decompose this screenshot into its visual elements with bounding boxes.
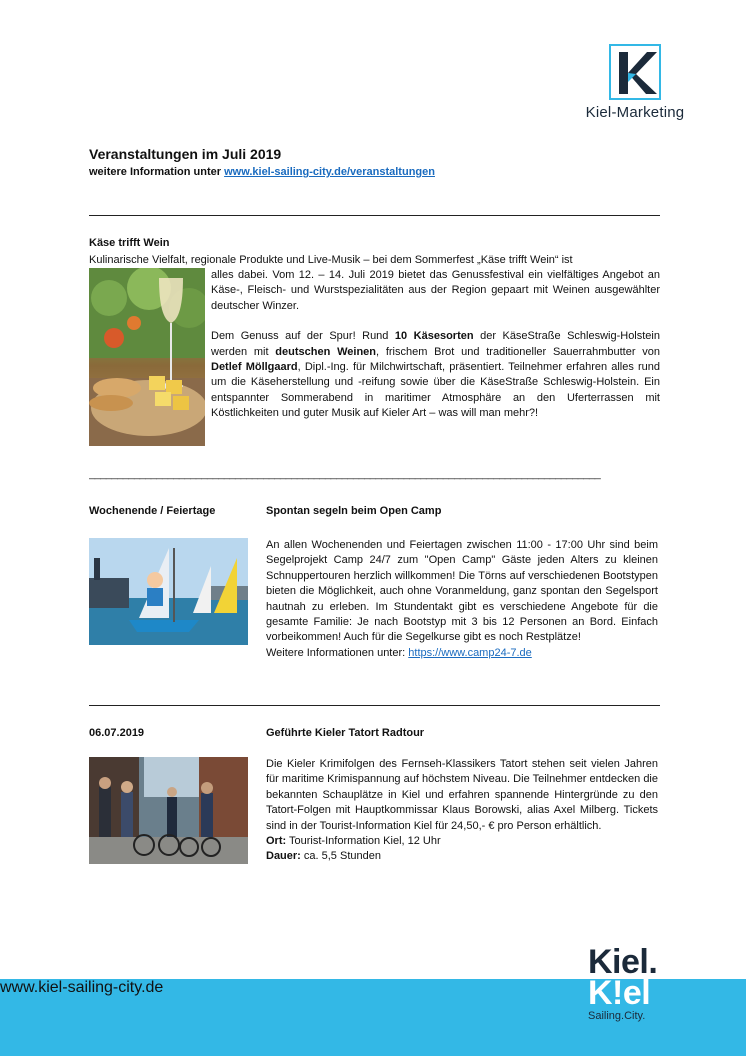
section2-paragraph: An allen Wochenenden und Feiertagen zwischen 11:00 - 17:00 Uhr sind beim Segelprojekt Camp 24/7 zum "Open Camp" Gäste jeden Alters zu kleinen Schnuppertouren herzlich willkommen! Die Törns auf verschiedenen Bootstypen bieten die Möglichkeit, auch ohne Voranmeldung, ganz spontan den Segelsport hautnah zu erleben. Im Stundentakt gibt es verschiedene Angebote für die gesamte Familie: Je nach Bootstyp mit 3 bis 12 Personen an Bord. Einfach vorbeikommen! Auch für die Segelkurse gibt es noch Restplätze! (266, 539, 658, 644)
p2-bold-cheese: 10 Käsesorten (394, 330, 474, 343)
dauer-label: Dauer: (266, 850, 301, 863)
footer-url[interactable]: www.kiel-sailing-city.de (0, 979, 164, 996)
section2-body (266, 538, 658, 661)
sailing-illustration (89, 538, 248, 645)
dauer-value: ca. 5,5 Stunden (300, 850, 381, 863)
divider-top (89, 215, 660, 216)
section1-intro: Kulinarische Vielfalt, regionale Produkte und Live-Musik – bei dem Sommerfest „Käse trifft Wein“ ist (89, 254, 573, 266)
section1-body (211, 268, 660, 422)
section2-title: Spontan segeln beim Open Camp (266, 505, 442, 517)
section2-more (266, 646, 658, 661)
p2-bold-name: Detlef Möllgaard (211, 361, 298, 374)
cheese-wine-illustration (89, 268, 205, 446)
p2-text-c: der KäseStraße Schleswig-Holstein werden mit (211, 330, 660, 358)
section3-ort (266, 834, 658, 849)
camp-link[interactable]: https://www.camp24-7.de (408, 646, 532, 659)
page-title: Veranstaltungen im Juli 2019 (89, 146, 282, 162)
kiel-logo-line2: K!el (588, 974, 651, 1012)
section2-more-prefix: Weitere Informationen unter: (266, 646, 409, 659)
section3-title: Geführte Kieler Tatort Radtour (266, 727, 425, 739)
kiel-marketing-k-icon (609, 44, 661, 100)
section1-title: Käse trifft Wein (89, 237, 170, 249)
kiel-logo-tagline: Sailing.City. (588, 1010, 646, 1022)
brand-name: Kiel-Marketing (585, 104, 685, 121)
bike-tour-illustration (89, 757, 248, 864)
ort-value: Tourist-Information Kiel, 12 Uhr (286, 835, 441, 848)
sailing-photo (89, 538, 248, 645)
section1-paragraph2 (211, 329, 660, 421)
page-subtitle (89, 166, 435, 178)
p2-text-g: , Dipl.-Ing. für Milchwirtschaft, präsentiert. Teilnehmer erfahren alles rund um die Käseherstellung und -reifung sowie über die KäseStraße Schleswig-Holstein. Ein entspannter Sommerabend in maritimer Atmosphäre an den Uferterrassen mit Köstlichkeiten und guter Musik auf Kieler Art – was will man mehr?! (211, 361, 660, 420)
p2-text-a: Dem Genuss auf der Spur! Rund (211, 330, 395, 343)
section2-date: Wochenende / Feiertage (89, 505, 216, 517)
kiel-marketing-logo (585, 44, 685, 121)
section3-date: 06.07.2019 (89, 727, 145, 739)
events-link[interactable]: www.kiel-sailing-city.de/veranstaltungen (224, 166, 435, 178)
kiel-logo-line1: Kiel. (588, 943, 658, 981)
bike-tour-photo (89, 757, 248, 864)
section3-body (266, 757, 658, 865)
divider-underscores: ___________________________________________________________________________________________ (89, 468, 601, 480)
divider-middle (89, 705, 660, 706)
ort-label: Ort: (266, 835, 287, 848)
section1-paragraph1: alles dabei. Vom 12. – 14. Juli 2019 bietet das Genussfestival ein vielfältiges Angebot an Käse-, Fleisch- und Wurstspezialitäten aus der Region gepaart mit Weinen ausgewählter deutscher Winzer. (211, 269, 660, 312)
subtitle-prefix: weitere Information unter (89, 166, 225, 178)
cheese-wine-photo (89, 268, 205, 446)
p2-bold-wine: deutschen Weinen (275, 345, 376, 358)
kiel-sailing-city-logo (588, 943, 680, 1022)
section3-paragraph: Die Kieler Krimifolgen des Fernseh-Klassikers Tatort stehen seit vielen Jahren für maritime Krimispannung auf höchstem Niveau. Die Teilnehmer entdecken die bekannten Schauplätze in Kiel und erfahren spannende Hintergründe zu den Tatort-Folgen mit Hauptkommissar Klaus Borowski, alias Axel Milberg. Tickets sind in der Tourist-Information Kiel für 24,50,- € pro Person erhältlich. (266, 758, 658, 832)
section3-dauer (266, 849, 658, 864)
p2-text-e: , frischem Brot und traditioneller Sauerrahmbutter von (376, 345, 660, 358)
